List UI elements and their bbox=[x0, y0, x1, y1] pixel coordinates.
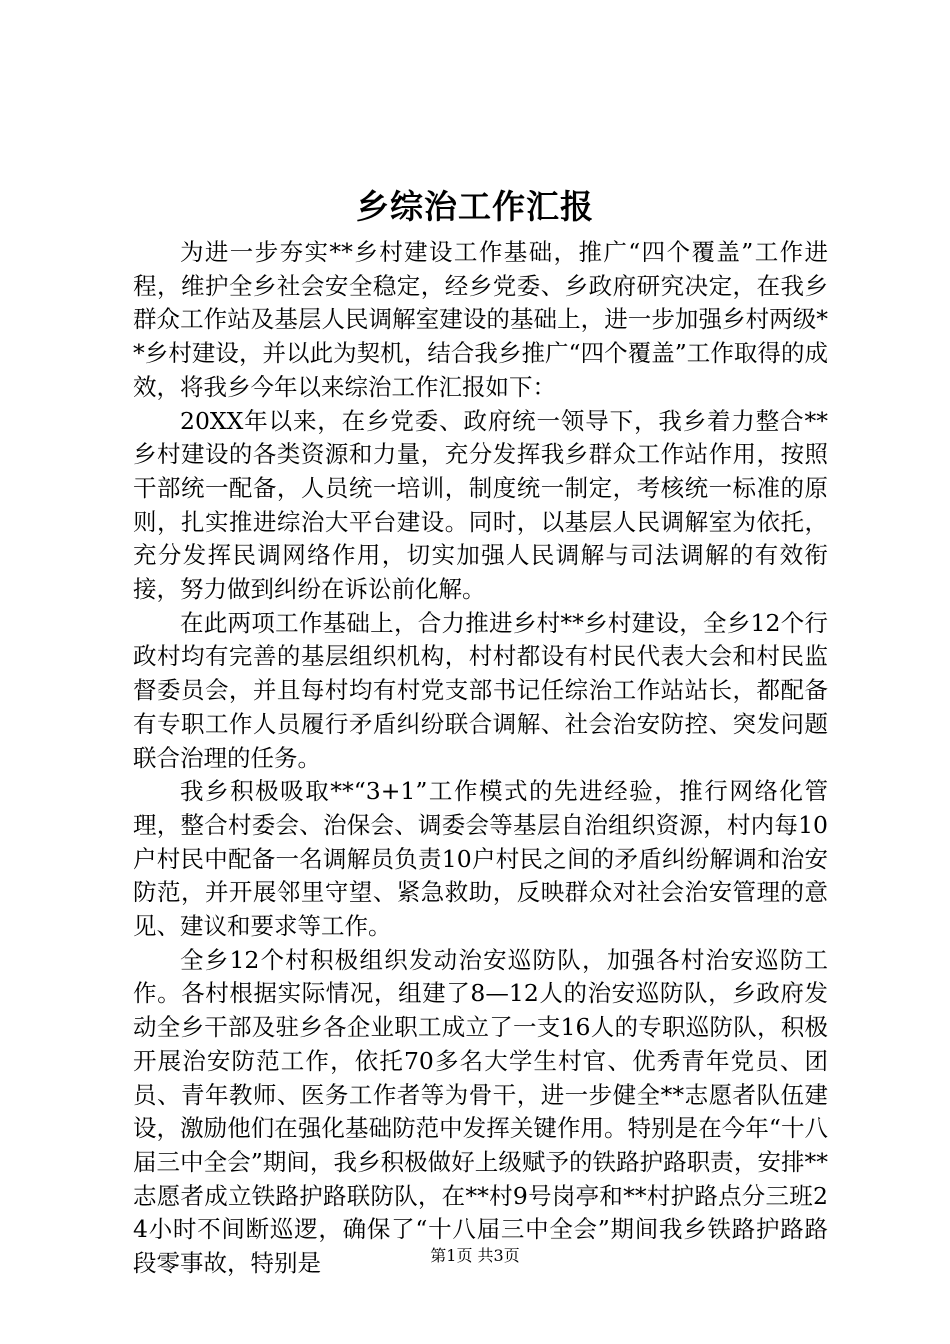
paragraph-1: 为进一步夯实**乡村建设工作基础，推广“四个覆盖”工作进程，维护全乡社会安全稳定，经乡党委、乡政府研究决定，在我乡群众工作站及基层人民调解室建设的基础上，进一步加强乡村两级**乡村建设，并以此为契机，结合我乡推广“四个覆盖”工作取得的成效，将我乡今年以来综治工作汇报如下： bbox=[133, 238, 828, 401]
document-body bbox=[133, 236, 828, 1281]
document-title: 乡综治工作汇报 bbox=[356, 187, 594, 226]
paragraph-4: 我乡积极吸取**“3+1”工作模式的先进经验，推行网络化管理，整合村委会、治保会、调委会等基层自治组织资源，村内每10户村民中配备一名调解员负责10户村民之间的矛盾纠纷解调和治安防范，并开展邻里守望、紧急救助，反映群众对社会治安管理的意见、建议和要求等工作。 bbox=[133, 777, 828, 941]
paragraph-2: 20XX年以来，在乡党委、政府统一领导下，我乡着力整合**乡村建设的各类资源和力量，充分发挥我乡群众工作站作用，按照干部统一配备，人员统一培训，制度统一制定，考核统一标准的原则，扎实推进综治大平台建设。同时，以基层人民调解室为依托，充分发挥民调网络作用，切实加强人民调解与司法调解的有效衔接，努力做到纠纷在诉讼前化解。 bbox=[133, 406, 828, 604]
paragraph-5: 全乡12个村积极组织发动治安巡防队，加强各村治安巡防工作。各村根据实际情况，组建了8—12人的治安巡防队，乡政府发动全乡干部及驻乡各企业职工成立了一支16人的专职巡防队，积极开展治安防范工作，依托70多名大学生村官、优秀青年党员、团员、青年教师、医务工作者等为骨干，进一步健全**志愿者队伍建设，激励他们在强化基础防范中发挥关键作用。特别是在今年“十八届三中全会”期间，我乡积极做好上级赋予的铁路护路职责，安排**志愿者成立铁路护路联防队，在**村9号岗亭和**村护路点分三班24小时不间断巡逻，确保了“十八届三中全会”期间我乡铁路护路路段零事故，特别是 bbox=[133, 945, 828, 1278]
page-footer: 第1页 共3页 bbox=[430, 1246, 520, 1265]
paragraph-3: 在此两项工作基础上，合力推进乡村**乡村建设，全乡12个行政村均有完善的基层组织机构，村村都设有村民代表大会和村民监督委员会，并且每村均有村党支部书记任综治工作站站长，都配备有专职工作人员履行矛盾纠纷联合调解、社会治安防控、突发问题联合治理的任务。 bbox=[133, 608, 828, 772]
